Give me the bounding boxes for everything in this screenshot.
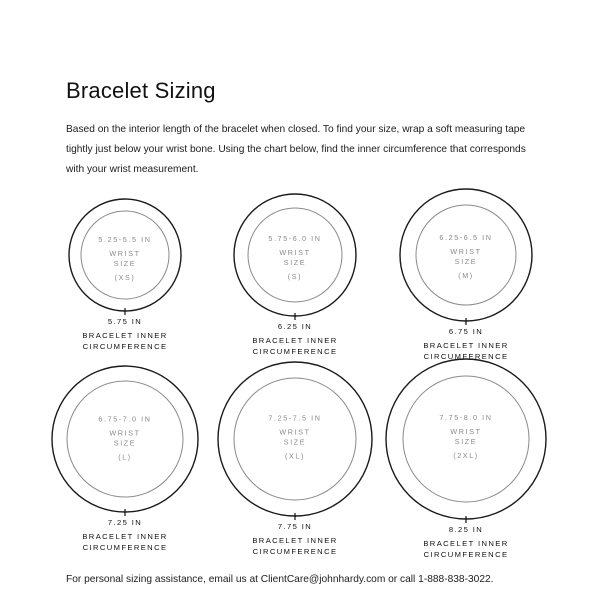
size-diagram — [386, 359, 546, 559]
size-label: SIZE — [113, 258, 137, 268]
size-diagram — [234, 194, 356, 356]
caption-line-2: CIRCUMFERENCE — [423, 352, 509, 361]
caption-line-1: BRACELET INNER — [82, 532, 168, 541]
caption-line-2: CIRCUMFERENCE — [252, 347, 338, 356]
size-code: (2XL) — [453, 451, 479, 461]
size-diagram — [218, 362, 372, 556]
caption-line-1: BRACELET INNER — [423, 341, 509, 350]
intro-paragraph: Based on the interior length of the bracelet when closed. To find your size, wrap a soft measuring tape tightly just below your wrist bone. Using the chart below, find the inner circumference that corresponds with your wrist measurement. — [66, 124, 526, 175]
circumference-value: 7.25 IN — [107, 518, 143, 527]
caption-line-1: BRACELET INNER — [423, 539, 509, 548]
wrist-label: WRIST — [279, 247, 311, 257]
wrist-label: WRIST — [109, 248, 141, 258]
wrist-range: 5.25-5.5 IN — [98, 234, 152, 244]
circumference-value: 6.75 IN — [448, 327, 484, 336]
caption-line-1: BRACELET INNER — [82, 331, 168, 340]
wrist-label: WRIST — [450, 247, 482, 256]
caption-line-2: CIRCUMFERENCE — [252, 547, 338, 556]
wrist-range: 7.25-7.5 IN — [268, 413, 322, 423]
size-diagram — [52, 366, 198, 552]
size-label: SIZE — [283, 437, 307, 447]
caption-line-2: CIRCUMFERENCE — [423, 550, 509, 559]
size-diagram — [69, 199, 181, 351]
page-title: Bracelet Sizing — [66, 78, 216, 103]
caption-line-1: BRACELET INNER — [252, 336, 338, 345]
wrist-range: 5.75-6.0 IN — [268, 233, 322, 243]
footer-contact: For personal sizing assistance, email us at ClientCare@johnhardy.com or call 1-888-838-3022. — [66, 574, 494, 585]
size-code: (XL) — [285, 451, 305, 461]
wrist-label: WRIST — [109, 428, 141, 438]
wrist-range: 6.25-6.5 IN — [439, 233, 493, 242]
size-code: (L) — [118, 452, 132, 462]
caption-line-2: CIRCUMFERENCE — [82, 543, 168, 552]
size-label: SIZE — [454, 257, 478, 266]
wrist-range: 7.75-8.0 IN — [439, 413, 493, 423]
caption-line-1: BRACELET INNER — [252, 536, 338, 545]
circumference-value: 7.75 IN — [277, 522, 313, 531]
wrist-label: WRIST — [450, 427, 482, 437]
size-label: SIZE — [283, 257, 307, 267]
size-code: (M) — [458, 271, 474, 280]
size-diagram — [400, 189, 532, 361]
size-code: (XS) — [114, 272, 136, 282]
wrist-range: 6.75-7.0 IN — [98, 414, 152, 424]
circumference-value: 8.25 IN — [448, 525, 484, 534]
circumference-value: 5.75 IN — [107, 317, 143, 326]
caption-line-2: CIRCUMFERENCE — [82, 342, 168, 351]
size-code: (S) — [287, 271, 303, 281]
wrist-label: WRIST — [279, 427, 311, 437]
size-label: SIZE — [113, 438, 137, 448]
circumference-value: 6.25 IN — [277, 322, 313, 331]
size-label: SIZE — [454, 437, 478, 447]
